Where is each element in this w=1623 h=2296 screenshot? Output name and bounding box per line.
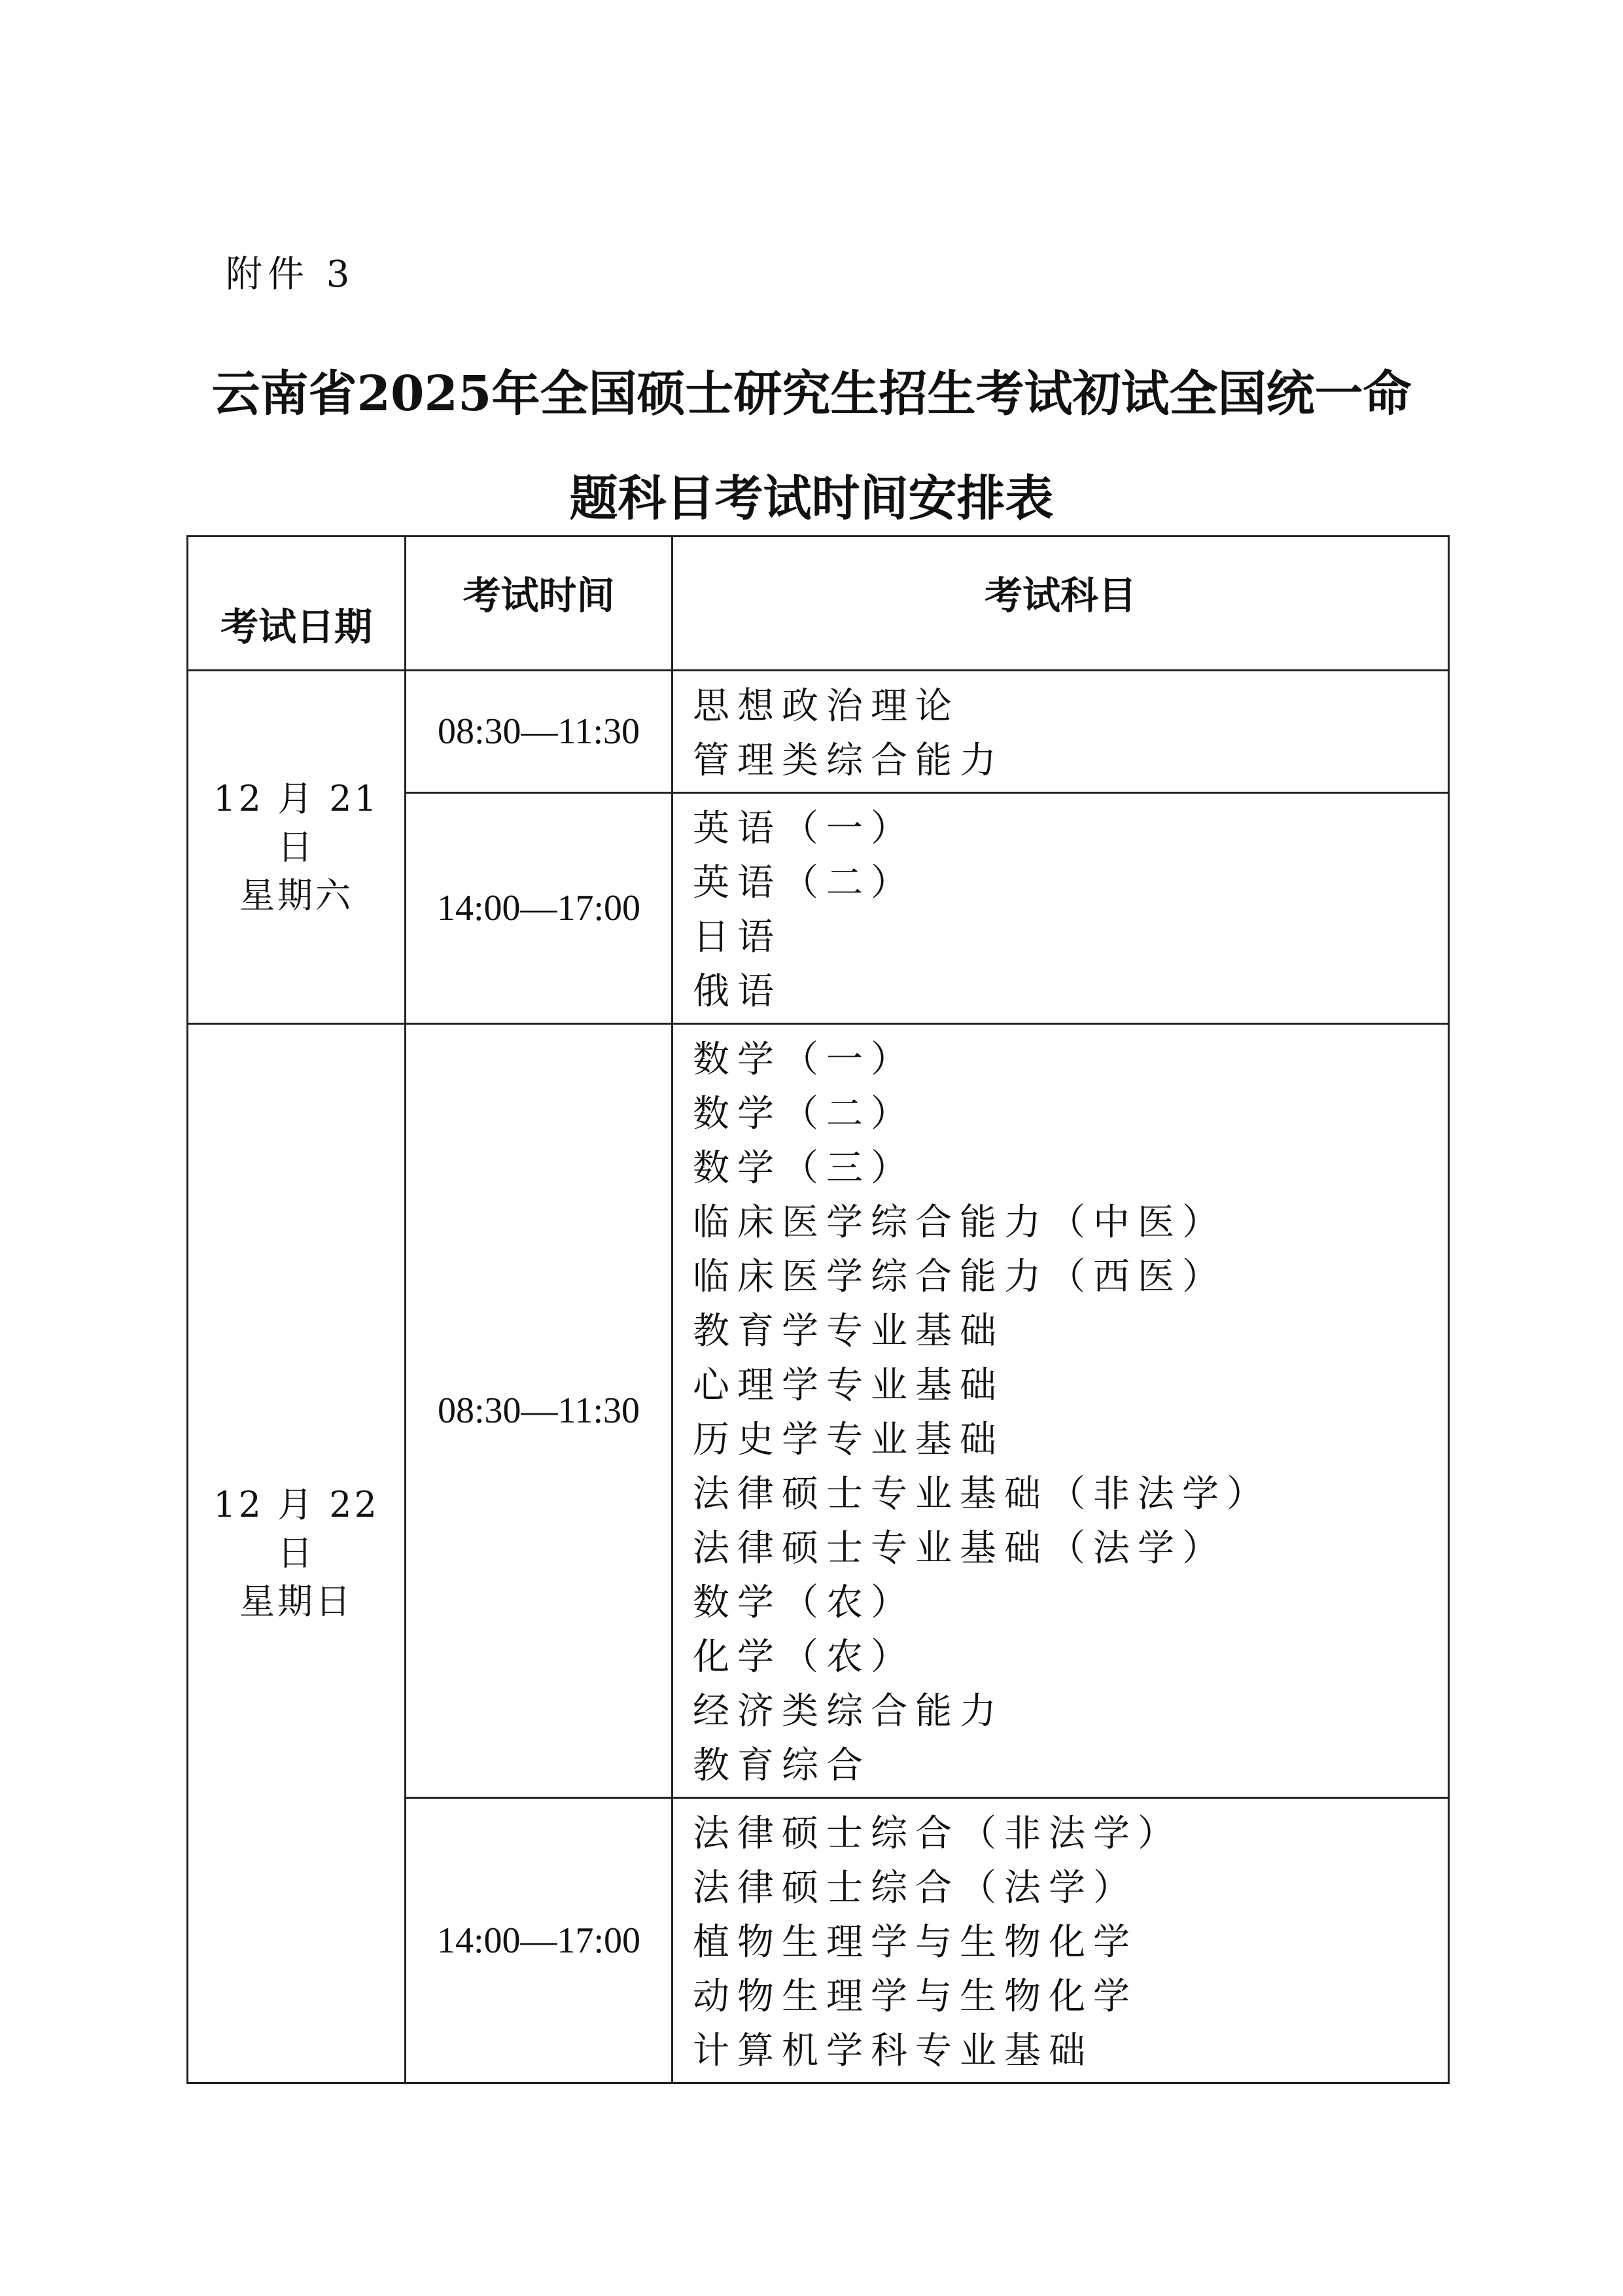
attachment-label: 附件 3 (226, 253, 355, 296)
session-time: 14:00—17:00 (406, 793, 672, 1024)
document-title-line-2: 题科目考试时间安排表 (569, 470, 1054, 527)
subject-item: 经济类综合能力 (693, 1690, 1004, 1733)
subject-item: 管理类综合能力 (693, 739, 1004, 782)
subject-item: 日语 (693, 916, 782, 959)
subject-item: 法律硕士综合（非法学） (693, 1812, 1182, 1855)
subject-item: 临床医学综合能力（西医） (693, 1256, 1227, 1298)
subject-item: 历史学专业基础 (693, 1419, 1004, 1461)
session-time: 14:00—17:00 (406, 1798, 672, 2083)
subject-item: 数学（三） (693, 1147, 915, 1190)
subject-list (672, 793, 1449, 1024)
subject-item: 教育综合 (693, 1744, 871, 1787)
exam-weekday: 星期日 (239, 1581, 353, 1622)
subject-item: 数学（一） (693, 1038, 915, 1081)
table-row (188, 671, 1449, 793)
exam-date: 12 月 22 日 (213, 1484, 379, 1574)
session-time: 08:30—11:30 (406, 1024, 672, 1798)
subject-item: 数学（二） (693, 1093, 915, 1135)
table-header-row (188, 537, 1449, 671)
subject-item: 思想政治理论 (693, 685, 960, 728)
header-exam-subject: 考试科目 (672, 537, 1449, 671)
subject-item: 法律硕士综合（法学） (693, 1867, 1138, 1909)
date-cell-day-2 (188, 1024, 406, 2083)
header-exam-time: 考试时间 (406, 537, 672, 671)
exam-schedule-table (186, 535, 1450, 2084)
subject-item: 法律硕士专业基础（法学） (693, 1527, 1227, 1570)
subject-item: 教育学专业基础 (693, 1310, 1004, 1352)
exam-weekday: 星期六 (239, 874, 353, 916)
document-title-line-1: 云南省2025年全国硕士研究生招生考试初试全国统一命 (211, 366, 1412, 422)
subject-item: 心理学专业基础 (693, 1364, 1004, 1407)
subject-item: 化学（农） (693, 1636, 915, 1678)
session-time: 08:30—11:30 (406, 671, 672, 793)
subject-item: 数学（农） (693, 1581, 915, 1624)
subject-item: 临床医学综合能力（中医） (693, 1201, 1227, 1244)
subject-item: 英语（二） (693, 862, 915, 904)
table-row (188, 1024, 1449, 1798)
subject-item: 英语（一） (693, 807, 915, 850)
date-cell-day-1 (188, 671, 406, 1024)
header-exam-date: 考试日期 (188, 537, 406, 671)
subject-item: 植物生理学与生物化学 (693, 1921, 1138, 1964)
subject-item: 计算机学科专业基础 (693, 2030, 1093, 2072)
subject-list (672, 1798, 1449, 2083)
subject-list (672, 1024, 1449, 1798)
subject-item: 动物生理学与生物化学 (693, 1975, 1138, 2018)
subject-item: 俄语 (693, 970, 782, 1013)
subject-item: 法律硕士专业基础（非法学） (693, 1473, 1271, 1515)
exam-date: 12 月 21 日 (213, 777, 379, 868)
subject-list (672, 671, 1449, 793)
